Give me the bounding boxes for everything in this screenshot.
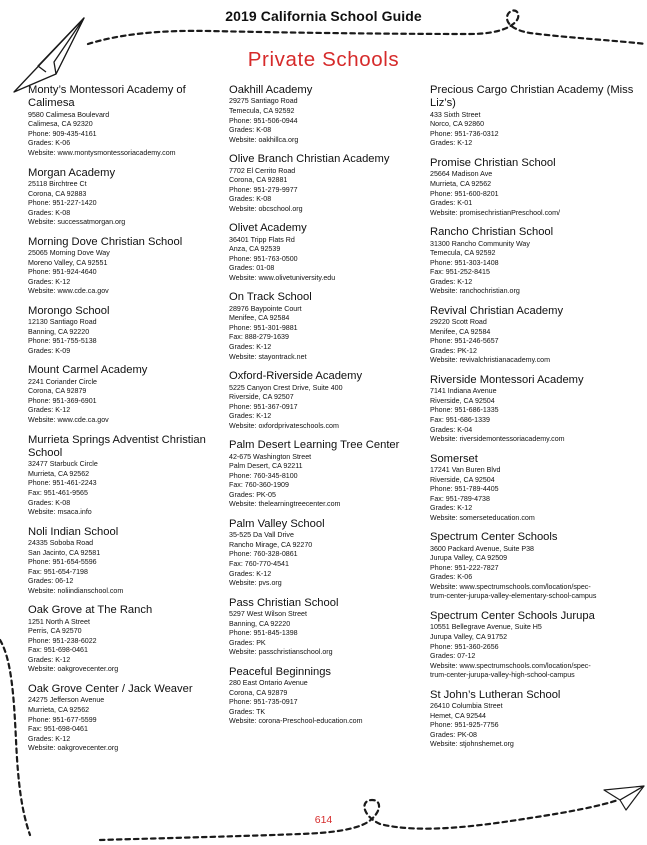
school-detail: Hemet, CA 92544 xyxy=(430,711,486,720)
school-detail: Murrieta, CA 92562 xyxy=(430,179,492,188)
school-entry xyxy=(28,526,220,597)
school-detail: Grades: PK xyxy=(229,638,266,647)
page-number: 614 xyxy=(314,814,333,826)
school-detail: Phone: 760-328-0861 xyxy=(229,550,298,559)
school-detail: Phone: 951-303-1408 xyxy=(430,258,499,267)
school-name: Precious Cargo Christian Academy (Miss Liz’s) xyxy=(430,84,634,110)
school-detail: 25118 Birchtree Ct xyxy=(28,179,87,188)
school-detail: 5225 Canyon Crest Drive, Suite 400 xyxy=(229,383,343,392)
school-detail: Grades: K-12 xyxy=(430,504,473,513)
school-detail: Grades: PK-08 xyxy=(430,730,477,739)
school-detail: Grades: K-01 xyxy=(430,199,473,208)
school-website: Website: riversidemontessoriacademy.com xyxy=(430,435,565,444)
school-detail: Grades: K-12 xyxy=(229,569,272,578)
school-detail: 42-675 Washington Street xyxy=(229,452,312,461)
school-website: Website: stayontrack.net xyxy=(229,352,307,361)
school-detail: San Jacinto, CA 92581 xyxy=(28,548,101,557)
flight-path-left xyxy=(0,640,30,835)
school-website: Website: www.olivetuniversity.edu xyxy=(229,273,336,282)
school-name: Riverside Montessori Academy xyxy=(430,373,584,386)
school-detail: Anza, CA 92539 xyxy=(229,245,281,254)
school-detail: Fax: 951-461-9565 xyxy=(28,489,88,498)
school-name: Rancho Christian School xyxy=(430,226,554,239)
school-detail: Perris, CA 92570 xyxy=(28,627,82,636)
school-entry xyxy=(28,604,220,675)
small-paper-plane-icon xyxy=(604,786,644,810)
school-detail: Phone: 951-755-5138 xyxy=(28,337,97,346)
school-detail: Grades: K-08 xyxy=(28,208,71,217)
school-detail: 9580 Calimesa Boulevard xyxy=(28,110,110,119)
school-detail: Murrieta, CA 92562 xyxy=(28,469,90,478)
school-name: Oxford-Riverside Academy xyxy=(229,370,363,383)
school-detail: Grades: K-12 xyxy=(430,277,473,286)
school-name: Oakhill Academy xyxy=(229,84,313,96)
school-detail: Phone: 951-369-6901 xyxy=(28,396,97,405)
school-detail: Phone: 951-686-1335 xyxy=(430,406,499,415)
school-detail: Temecula, CA 92592 xyxy=(430,249,496,258)
school-detail: Phone: 951-654-5596 xyxy=(28,558,97,567)
school-website: Website: revivalchristianacademy.com xyxy=(430,356,550,365)
school-website: Website: oakhillca.org xyxy=(229,135,299,144)
school-detail: Fax: 951-698-0461 xyxy=(28,725,88,734)
school-name: Olivet Academy xyxy=(229,222,307,235)
school-website: Website: stjohnshemet.org xyxy=(430,740,514,749)
school-detail: 7141 Indiana Avenue xyxy=(430,387,497,396)
school-detail: Fax: 760-770-4541 xyxy=(229,559,289,568)
school-detail: Phone: 951-600-8201 xyxy=(430,189,499,198)
school-detail: Jurupa Valley, CA 91752 xyxy=(430,632,508,641)
school-detail: Fax: 951-698-0461 xyxy=(28,646,88,655)
school-name: Mount Carmel Academy xyxy=(28,364,148,377)
school-website: Website: www.spectrumschools.com/location/spec- xyxy=(430,582,591,591)
school-entry xyxy=(28,236,220,297)
school-detail: Fax: 951-789-4738 xyxy=(430,494,490,503)
school-name: Somerset xyxy=(430,452,478,465)
school-detail: Grades: K-12 xyxy=(28,406,71,415)
school-detail: 35-525 Da Vall Drive xyxy=(229,531,294,540)
school-name: Peaceful Beginnings xyxy=(229,665,332,678)
school-name: Pass Christian School xyxy=(229,596,339,609)
school-detail: 24335 Soboba Road xyxy=(28,539,94,548)
school-detail: Fax: 951-252-8415 xyxy=(430,268,490,277)
school-detail: 28976 Baypointe Court xyxy=(229,304,302,313)
school-website: Website: corona-Preschool-education.com xyxy=(229,717,363,726)
school-entry xyxy=(28,167,220,228)
guide-title: 2019 California School Guide xyxy=(225,8,422,24)
school-detail: Phone: 909-435-4161 xyxy=(28,129,97,138)
school-detail: Grades: K-06 xyxy=(430,573,473,582)
school-entry xyxy=(229,222,421,283)
school-entry xyxy=(229,84,421,145)
school-column-2 xyxy=(229,84,421,735)
school-detail: 25065 Morning Dove Way xyxy=(28,249,110,258)
school-website: Website: oxfordprivateschools.com xyxy=(229,421,339,430)
school-detail: Grades: K-06 xyxy=(28,139,71,148)
school-entry xyxy=(430,305,636,366)
school-detail: Grades: K-04 xyxy=(430,425,473,434)
school-detail: Palm Desert, CA 92211 xyxy=(229,462,303,471)
school-detail: Phone: 951-506-0944 xyxy=(229,116,298,125)
school-detail: Phone: 951-736-0312 xyxy=(430,129,499,138)
school-detail: Grades: 07-12 xyxy=(430,652,476,661)
school-website: Website: noliindianschool.com xyxy=(28,586,124,595)
school-detail: Banning, CA 92220 xyxy=(28,327,90,336)
school-detail: 29275 Santiago Road xyxy=(229,97,298,106)
school-entry xyxy=(430,84,636,149)
school-detail: Menifee, CA 92584 xyxy=(430,327,491,336)
school-website: Website: passchristianschool.org xyxy=(229,648,333,657)
school-detail: 433 Sixth Street xyxy=(430,110,481,119)
school-detail: Grades: K-08 xyxy=(28,498,71,507)
school-website: Website: ranchochristian.org xyxy=(430,287,520,296)
school-name: Palm Valley School xyxy=(229,517,325,530)
school-entry xyxy=(430,374,636,445)
school-detail: Jurupa Valley, CA 92509 xyxy=(430,554,508,563)
school-detail: Banning, CA 92220 xyxy=(229,619,291,628)
school-detail: 24275 Jefferson Avenue xyxy=(28,696,105,705)
school-website: Website: www.montysmontessoriacademy.com xyxy=(28,149,176,157)
school-detail: Corona, CA 92879 xyxy=(28,387,87,396)
school-detail: Phone: 951-763-0500 xyxy=(229,254,298,263)
school-website: Website: msaca.info xyxy=(28,508,92,517)
school-name: Olive Branch Christian Academy xyxy=(229,153,390,166)
school-detail: Fax: 951-686-1339 xyxy=(430,416,490,425)
school-detail: 7702 El Cerrito Road xyxy=(229,166,296,175)
school-detail: Grades: PK-05 xyxy=(229,490,276,499)
school-detail: Phone: 951-924-4640 xyxy=(28,268,97,277)
school-entry xyxy=(28,683,220,754)
school-website: Website: somerseteducation.com xyxy=(430,513,535,522)
school-detail: Phone: 951-238-6022 xyxy=(28,636,97,645)
school-website: Website: www.cde.ca.gov xyxy=(28,287,109,296)
school-detail: Grades: K-12 xyxy=(28,277,71,286)
school-entry xyxy=(229,153,421,214)
school-detail: Grades: K-12 xyxy=(229,412,272,421)
section-title: Private Schools xyxy=(247,48,400,71)
school-detail: Phone: 951-677-5599 xyxy=(28,715,97,724)
school-name: Morongo School xyxy=(28,304,110,317)
school-detail: Riverside, CA 92504 xyxy=(430,475,495,484)
school-name: Spectrum Center Schools xyxy=(430,531,558,544)
school-detail: Riverside, CA 92504 xyxy=(430,396,495,405)
school-website: Website: obcschool.org xyxy=(229,204,303,213)
school-detail: Grades: K-12 xyxy=(229,343,272,352)
school-detail: Phone: 951-279-9977 xyxy=(229,185,298,194)
school-detail: Phone: 951-735-0917 xyxy=(229,698,298,707)
school-detail: 26410 Columbia Street xyxy=(430,702,503,711)
school-name: Promise Christian School xyxy=(430,157,556,169)
school-detail: 36401 Tripp Flats Rd xyxy=(229,235,295,244)
school-detail: Temecula, CA 92592 xyxy=(229,106,295,115)
school-name: Revival Christian Academy xyxy=(430,304,564,317)
school-detail: Phone: 760-345-8100 xyxy=(229,471,298,480)
school-entry xyxy=(229,666,421,727)
school-detail: Menifee, CA 92584 xyxy=(229,314,290,323)
school-entry xyxy=(430,531,636,602)
school-detail: Fax: 951-654-7198 xyxy=(28,567,88,576)
school-detail: Phone: 951-367-0917 xyxy=(229,402,298,411)
school-detail: 29220 Scott Road xyxy=(430,318,487,327)
school-detail: 12130 Santiago Road xyxy=(28,318,97,327)
school-detail: Riverside, CA 92507 xyxy=(229,393,294,402)
school-name: Monty’s Montessori Academy of Calimesa xyxy=(28,84,186,110)
school-name: Morning Dove Christian School xyxy=(28,235,183,248)
school-detail: Moreno Valley, CA 92551 xyxy=(28,258,108,267)
school-name: Oak Grove at The Ranch xyxy=(28,604,153,617)
school-website: Website: thelearningtreecenter.com xyxy=(229,500,341,509)
school-detail: Corona, CA 92881 xyxy=(229,176,288,185)
school-detail: Fax: 888-279-1639 xyxy=(229,333,289,342)
school-website: Website: promisechristianPreschool.com/ xyxy=(430,208,560,217)
school-detail: 31300 Rancho Community Way xyxy=(430,239,530,248)
school-detail: Grades: TK xyxy=(229,707,266,716)
school-detail: Grades: K-08 xyxy=(229,195,272,204)
school-detail: Grades: K-12 xyxy=(28,655,71,664)
school-entry xyxy=(229,518,421,589)
school-name: Murrieta Springs Adventist Christian School xyxy=(28,433,206,459)
school-detail: 25664 Madison Ave xyxy=(430,170,493,179)
school-detail: Phone: 951-925-7756 xyxy=(430,721,499,730)
school-detail: 1251 North A Street xyxy=(28,617,90,626)
school-name: Spectrum Center Schools Jurupa xyxy=(430,610,595,623)
school-name: Oak Grove Center / Jack Weaver xyxy=(28,683,193,696)
school-detail: 10551 Bellegrave Avenue, Suite H5 xyxy=(430,623,542,632)
school-name: Palm Desert Learning Tree Center xyxy=(229,439,400,452)
school-entry xyxy=(229,597,421,658)
school-detail: 2241 Coriander Circle xyxy=(28,377,98,386)
school-detail: Phone: 951-789-4405 xyxy=(430,485,499,494)
school-website: trum-center-jurupa-valley-high-school-campus xyxy=(430,671,575,680)
school-detail: Phone: 951-222-7827 xyxy=(430,563,499,572)
school-detail: Grades: K-08 xyxy=(229,126,272,135)
school-detail: 17241 Van Buren Blvd xyxy=(430,466,501,475)
school-detail: Norco, CA 92860 xyxy=(430,120,485,129)
school-entry xyxy=(430,226,636,297)
school-website: Website: successatmorgan.org xyxy=(28,218,126,227)
school-entry xyxy=(229,370,421,431)
school-detail: Phone: 951-360-2656 xyxy=(430,642,499,651)
school-website: Website: oakgrovecenter.org xyxy=(28,665,119,674)
school-entry xyxy=(28,364,220,425)
school-detail: Rancho Mirage, CA 92270 xyxy=(229,540,313,549)
school-entry xyxy=(28,305,220,357)
school-website: Website: pvs.org xyxy=(229,579,282,588)
school-entry xyxy=(430,610,636,681)
school-entry xyxy=(229,439,421,510)
school-entry xyxy=(229,291,421,362)
school-detail: 32477 Starbuck Circle xyxy=(28,460,98,469)
school-detail: Corona, CA 92879 xyxy=(229,688,288,697)
school-column-1 xyxy=(28,84,220,762)
school-detail: 5297 West Wilson Street xyxy=(229,610,307,619)
school-detail: Grades: 06-12 xyxy=(28,577,74,586)
school-detail: Phone: 951-227-1420 xyxy=(28,199,97,208)
school-entry xyxy=(430,157,636,218)
school-detail: Phone: 951-246-5657 xyxy=(430,337,499,346)
school-detail: Calimesa, CA 92320 xyxy=(28,120,93,129)
school-column-3 xyxy=(430,84,636,758)
school-name: St John’s Lutheran School xyxy=(430,688,561,701)
school-detail: Grades: K-12 xyxy=(430,139,473,148)
school-name: Morgan Academy xyxy=(28,166,116,179)
school-detail: Phone: 951-461-2243 xyxy=(28,479,97,488)
school-name: Noli Indian School xyxy=(28,525,119,538)
school-website: Website: oakgrovecenter.org xyxy=(28,744,119,753)
school-detail: Grades: PK-12 xyxy=(430,346,477,355)
school-name: On Track School xyxy=(229,291,312,304)
school-website: Website: www.cde.ca.gov xyxy=(28,416,109,425)
school-detail: Phone: 951-301-9881 xyxy=(229,323,298,332)
school-entry xyxy=(28,84,220,159)
school-detail: Murrieta, CA 92562 xyxy=(28,705,90,714)
school-website: trum-center-jurupa-valley-elementary-school-campus xyxy=(430,592,597,601)
school-detail: Grades: 01-08 xyxy=(229,264,275,273)
school-entry xyxy=(28,434,220,518)
school-detail: Corona, CA 92883 xyxy=(28,189,87,198)
school-entry xyxy=(430,689,636,750)
school-detail: 280 East Ontario Avenue xyxy=(229,679,308,688)
school-detail: Phone: 951-845-1398 xyxy=(229,629,298,638)
school-detail: Grades: K-12 xyxy=(28,734,71,743)
school-detail: Grades: K-09 xyxy=(28,346,71,355)
school-website: Website: www.spectrumschools.com/location/spec- xyxy=(430,661,591,670)
school-detail: 3600 Packard Avenue, Suite P38 xyxy=(430,544,534,553)
school-detail: Fax: 760-360-1909 xyxy=(229,481,289,490)
school-entry xyxy=(430,453,636,524)
